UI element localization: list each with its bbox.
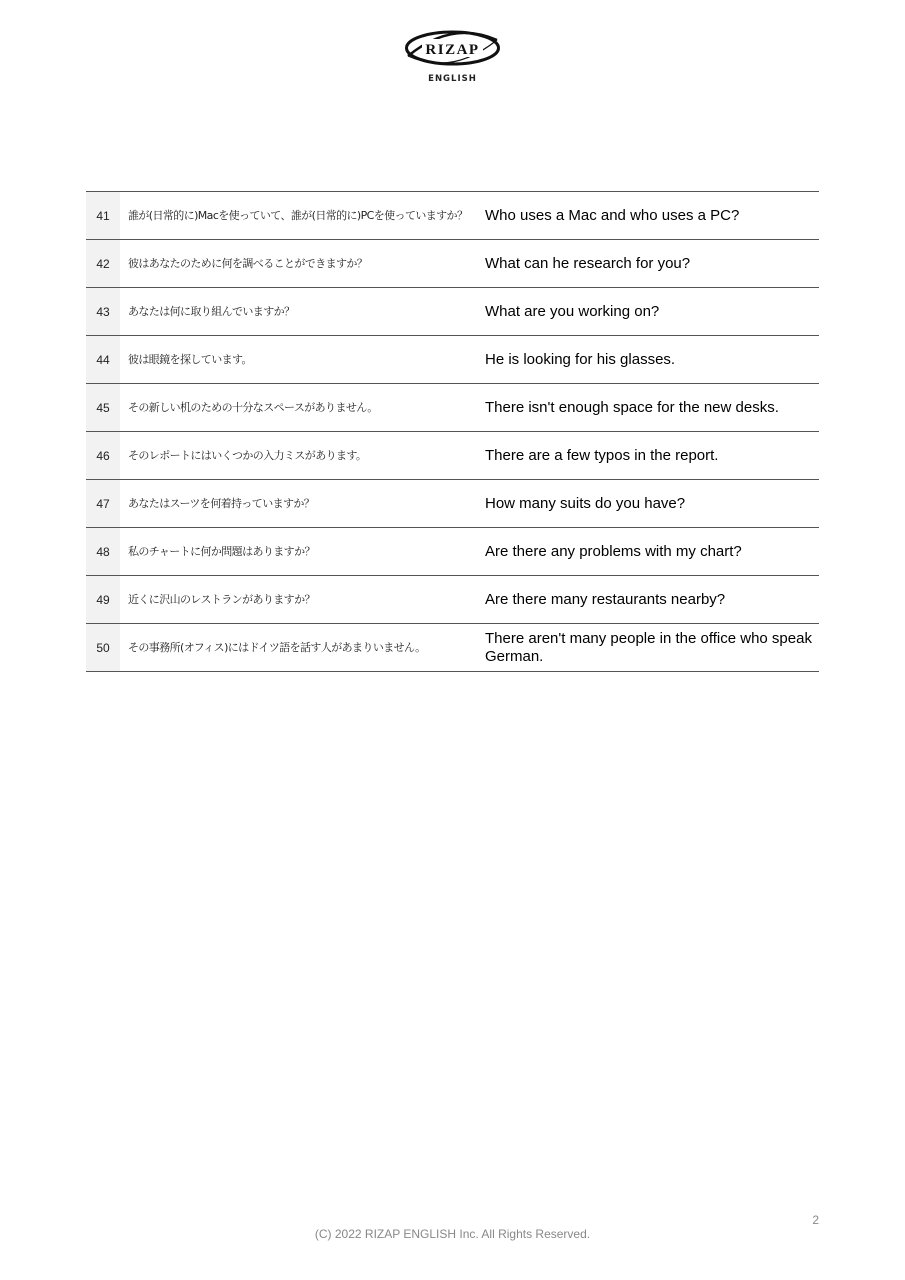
row-number: 45 [86,384,120,432]
english-sentence: How many suits do you have? [485,494,686,512]
row-number: 43 [86,288,120,336]
english-sentence: There aren't many people in the office who speak German. [485,629,812,665]
copyright-notice: (C) 2022 RIZAP ENGLISH Inc. All Rights Reserved. [314,1227,591,1241]
table-row [86,432,819,480]
row-number: 41 [86,192,120,240]
table-row [86,288,819,336]
english-sentence: There are a few typos in the report. [485,446,719,464]
phrase-table [86,191,819,672]
japanese-sentence: あなたはスーツを何着持っていますか？ [128,497,315,510]
table-row [86,384,819,432]
row-number: 42 [86,240,120,288]
japanese-sentence: 誰が(日常的に)Macを使っていて、誰が(日常的に)PCを使っていますか？ [128,209,468,222]
table-row [86,192,819,240]
table-row [86,480,819,528]
japanese-sentence: その新しい机のための十分なスペースがありません。 [128,401,378,414]
english-sentence: There isn't enough space for the new desks. [485,398,779,416]
row-number: 44 [86,336,120,384]
row-number: 47 [86,480,120,528]
phrase-table-body [86,192,819,672]
english-sentence: Who uses a Mac and who uses a PC? [485,206,740,224]
english-sentence: Are there any problems with my chart? [485,542,742,560]
row-number: 49 [86,576,120,624]
english-sentence: Are there many restaurants nearby? [485,590,726,608]
japanese-sentence: 近くに沢山のレストランがありますか？ [128,593,315,606]
table-row [86,528,819,576]
page-number: 2 [812,1213,819,1227]
table-row [86,576,819,624]
row-number: 48 [86,528,120,576]
japanese-sentence: そのレポートにはいくつかの入力ミスがあります。 [128,449,367,462]
english-sentence: He is looking for his glasses. [485,350,676,368]
english-sentence: What can he research for you? [485,254,691,272]
row-number: 46 [86,432,120,480]
table-row [86,624,819,672]
table-row [86,240,819,288]
table-row [86,336,819,384]
japanese-sentence: 彼は眼鏡を探しています。 [128,353,252,366]
japanese-sentence: その事務所(オフィス)にはドイツ語を話す人があまりいません。 [128,641,426,654]
english-sentence: What are you working on? [485,302,660,320]
logo-subtext: ENGLISH [428,74,477,84]
japanese-sentence: あなたは何に取り組んでいますか？ [128,305,295,318]
row-number: 50 [86,624,120,672]
rizap-english-logo [402,26,503,90]
japanese-sentence: 彼はあなたのために何を調べることができますか？ [128,257,368,270]
logo-text: RIZAP [425,42,480,58]
logo-emblem [402,26,503,72]
japanese-sentence: 私のチャートに何か問題はありますか？ [128,545,315,558]
